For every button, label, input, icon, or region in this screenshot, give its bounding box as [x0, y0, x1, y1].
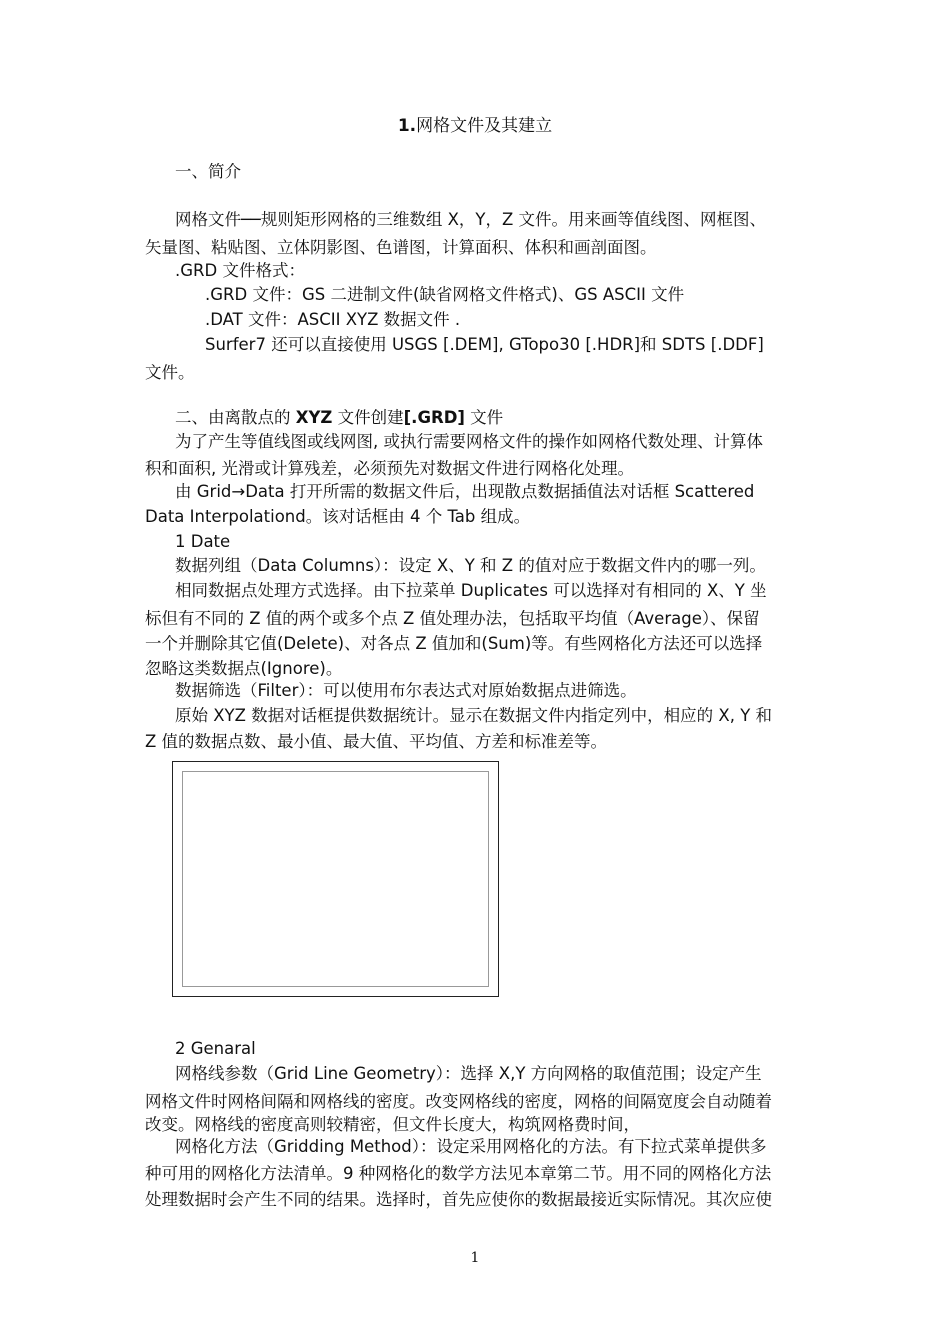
heading-part: 文件 [464, 408, 504, 427]
page-title [0, 114, 950, 138]
paragraph-line: 网格化方法（Gridding Method）：设定采用网格化的方法。有下拉式菜单提供多 [175, 1137, 767, 1156]
paragraph-line: 数据筛选（Filter）：可以使用布尔表达式对原始数据点进筛选。 [175, 681, 637, 700]
heading-bold: [.GRD] [403, 408, 465, 427]
heading-bold: XYZ [295, 408, 333, 427]
paragraph-line: 相同数据点处理方式选择。由下拉菜单 Duplicates 可以选择对有相同的 X、Y 坐 [175, 581, 767, 600]
paragraph-line: 为了产生等值线图或线网图, 或执行需要网格文件的操作如网格代数处理、计算体 [175, 432, 763, 451]
paragraph-line: 积和面积, 光滑或计算残差，必须预先对数据文件进行网格化处理。 [145, 459, 634, 478]
subsection-heading: 1 Date [175, 532, 231, 551]
format-item: Surfer7 还可以直接使用 USGS [.DEM], GTopo30 [.HDR]和 SDTS [.DDF] [205, 335, 764, 354]
paragraph-line: 矢量图、粘贴图、立体阴影图、色谱图，计算面积、体积和画剖面图。 [145, 238, 657, 257]
paragraph-line: 一个并删除其它值(Delete)、对各点 Z 值加和(Sum)等。有些网格化方法还可以选择 [145, 634, 763, 653]
paragraph-line: Z 值的数据点数、最小值、最大值、平均值、方差和标准差等。 [145, 732, 608, 751]
paragraph-line: 网格文件时网格间隔和网格线的密度。改变网格线的密度，网格的间隔宽度会自动随着 [145, 1092, 772, 1111]
title-number: 1. [397, 116, 417, 136]
section-heading [175, 406, 847, 430]
paragraph-line: 网格文件──规则矩形网格的三维数组 X，Y，Z 文件。用来画等值线图、网框图、 [175, 210, 767, 229]
heading-part: 文件创建 [332, 408, 404, 427]
intro-heading: 一、简介 [175, 162, 241, 181]
paragraph-line: 改变。网格线的密度高则较精密，但文件长度大，构筑网格费时间， [145, 1115, 640, 1134]
format-heading: .GRD 文件格式： [175, 261, 305, 280]
figure-inner-frame [182, 771, 489, 987]
paragraph-line: 原始 XYZ 数据对话框提供数据统计。显示在数据文件内指定列中，相应的 X, Y 和 [175, 706, 773, 725]
paragraph-line: Data Interpolationd。该对话框由 4 个 Tab 组成。 [145, 507, 531, 526]
paragraph-line: 种可用的网格化方法清单。9 种网格化的数学方法见本章第二节。用不同的网格化方法 [145, 1164, 772, 1183]
paragraph-line: 处理数据时会产生不同的结果。选择时，首先应使你的数据最接近实际情况。其次应使 [145, 1190, 772, 1209]
format-item: .GRD 文件：GS 二进制文件(缺省网格文件格式)、GS ASCII 文件 [205, 285, 685, 304]
heading-part: 二、由离散点的 [175, 408, 296, 427]
figure-placeholder [172, 761, 499, 997]
paragraph-line: 数据列组（Data Columns）：设定 X、Y 和 Z 的值对应于数据文件内的哪一列。 [175, 556, 766, 575]
subsection-heading: 2 Genaral [175, 1039, 256, 1058]
paragraph-line: 由 Grid→Data 打开所需的数据文件后，出现散点数据插值法对话框 Scattered [175, 482, 755, 501]
title-text: 网格文件及其建立 [416, 116, 553, 136]
page-number: 1 [470, 1250, 480, 1266]
paragraph-line: 网格线参数（Grid Line Geometry）：选择 X,Y 方向网格的取值范围；设定产生 [175, 1064, 762, 1083]
format-item: .DAT 文件：ASCII XYZ 数据文件 . [205, 310, 461, 329]
paragraph-line: 忽略这类数据点(Ignore)。 [145, 659, 343, 678]
paragraph-line: 标但有不同的 Z 值的两个或多个点 Z 值处理办法，包括取平均值（Average）、保留 [145, 609, 760, 628]
paragraph-line: 文件。 [145, 363, 195, 382]
